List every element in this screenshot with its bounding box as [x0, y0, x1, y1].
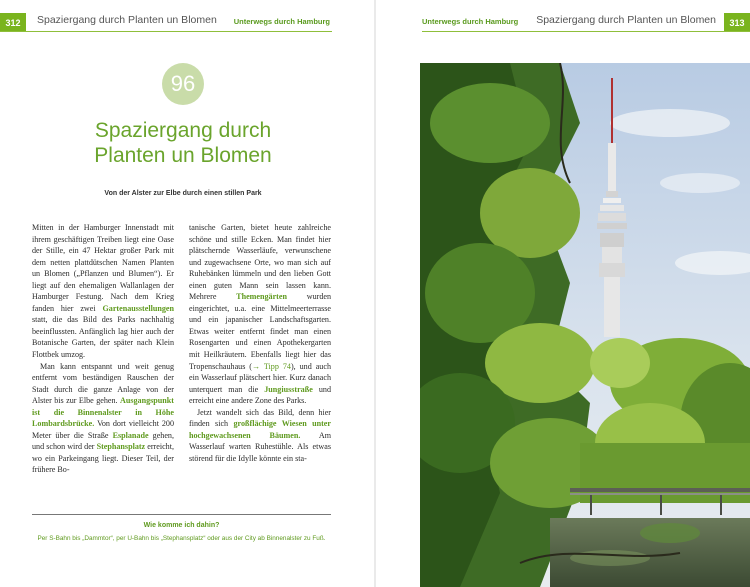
tour-number-badge: 96: [162, 63, 204, 105]
highlight-term: Gartenausstellungen: [102, 303, 174, 313]
text-run: statt, die das Bild des Parks nachhaltig beeinflussten. Anfänglich lag hier auch der Botanische Garten, der später nach Klein Flottbek umzog.: [32, 315, 174, 360]
text-run: Jetzt wandelt sich das Bild, denn hier finden sich: [189, 407, 331, 429]
text-run: gehen, und schon wird der: [32, 430, 175, 452]
text-run: und erreicht eine andere Zone des Parks.: [189, 384, 331, 406]
cross-reference-link[interactable]: → Tipp 74: [252, 361, 291, 371]
text-run: ), und auch ein Wasserlauf plätschert hier. Kurz danach unterquert man die: [189, 361, 331, 394]
running-title: Spaziergang durch Planten un Blomen: [37, 14, 217, 26]
page-number: 313: [724, 13, 750, 31]
highlight-term: großflächige Wiesen unter hochgewachsenen Bäumen.: [189, 419, 331, 440]
text-column-left: [32, 222, 174, 476]
directions-text: Per S-Bahn bis „Dammtor“, per U-Bahn bis „Stephansplatz“ oder aus der City ab Binnenalster zu Fuß.: [37, 535, 326, 542]
chapter-title-line-1: Spaziergang durch: [94, 119, 272, 142]
left-page: [0, 0, 374, 587]
paragraph: [32, 222, 174, 361]
section-name: Unterwegs durch Hamburg: [233, 17, 330, 26]
section-name: Unterwegs durch Hamburg: [422, 17, 519, 26]
highlight-term: Esplanade: [112, 430, 149, 440]
paragraph: [32, 361, 174, 476]
highlight-term: Ausgangspunkt ist die Binnenalster in Höhe Lombardsbrücke.: [32, 396, 174, 429]
text-run: Von dort vielleicht 200 Meter über die Straße: [32, 419, 174, 440]
right-page: [376, 0, 750, 587]
page-number: 312: [0, 13, 26, 31]
chapter-subtitle: Von der Alster zur Elbe durch einen stillen Park: [104, 190, 262, 197]
right-page-header: [422, 13, 750, 32]
text-run: tanische Garten, bietet heute zahlreiche schöne und stille Ecken. Man findet hier plätschernde Wasserläufe, verwunschene und zugewachsene Orte, wo man sich auf Ruhebänken lümmeln und den lieben Gott einen guten Mann sein lassen kann. Mehrere: [189, 223, 331, 302]
text-run: Man kann entspannt und weit genug entfernt vom beständigen Rauschen der Stadt durch die ganze Anlage von der Alster bis zur Elbe gehen.: [32, 361, 174, 406]
left-page-header: [0, 13, 332, 32]
park-photo-tv-tower: [420, 63, 750, 587]
paragraph: [189, 407, 331, 465]
text-run: erreicht, wo ein Parkeingang liegt. Dieser Teil, der frühere Bo-: [32, 442, 174, 475]
running-title: Spaziergang durch Planten un Blomen: [536, 14, 716, 26]
chapter-title-line-2: Planten un Blomen: [94, 144, 272, 167]
highlight-term: Themengärten: [236, 292, 287, 302]
paragraph: [189, 222, 331, 407]
info-box-divider: [32, 514, 331, 515]
directions-heading: Wie komme ich dahin?: [143, 522, 220, 529]
highlight-term: Jungiusstraße: [264, 384, 313, 394]
text-run: Mitten in der Hamburger Innenstadt mit ihrem geschäftigen Treiben liegt eine Oase der Stille, ein 47 Hektar großer Park mit dem netten plattdütschen Namen Planten un Blomen („Pflanzen und Blumen“). Er liegt auf den ehemaligen Wallanlagen der Hamburger Festung. Nach dem Krieg fanden hier zwei: [32, 223, 174, 313]
highlight-term: Stephansplatz: [96, 442, 146, 452]
chapter-title: [60, 118, 306, 168]
text-run: wurden eingerichtet, u.a. eine Mittelmeerterrasse und ein japanischer Landschaftsgarten. Etwas weiter entfernt findet man einen Rosengarten und einen Apothekergarten mit Heilkräutern. Ebenfalls liegt hier das Tropenschauhaus (: [189, 292, 332, 371]
text-run: Am Wasserlauf warten Ruhestühle. Als etwas störend für die Idylle könnte ein sta-: [189, 430, 331, 463]
text-column-right: [189, 222, 331, 464]
